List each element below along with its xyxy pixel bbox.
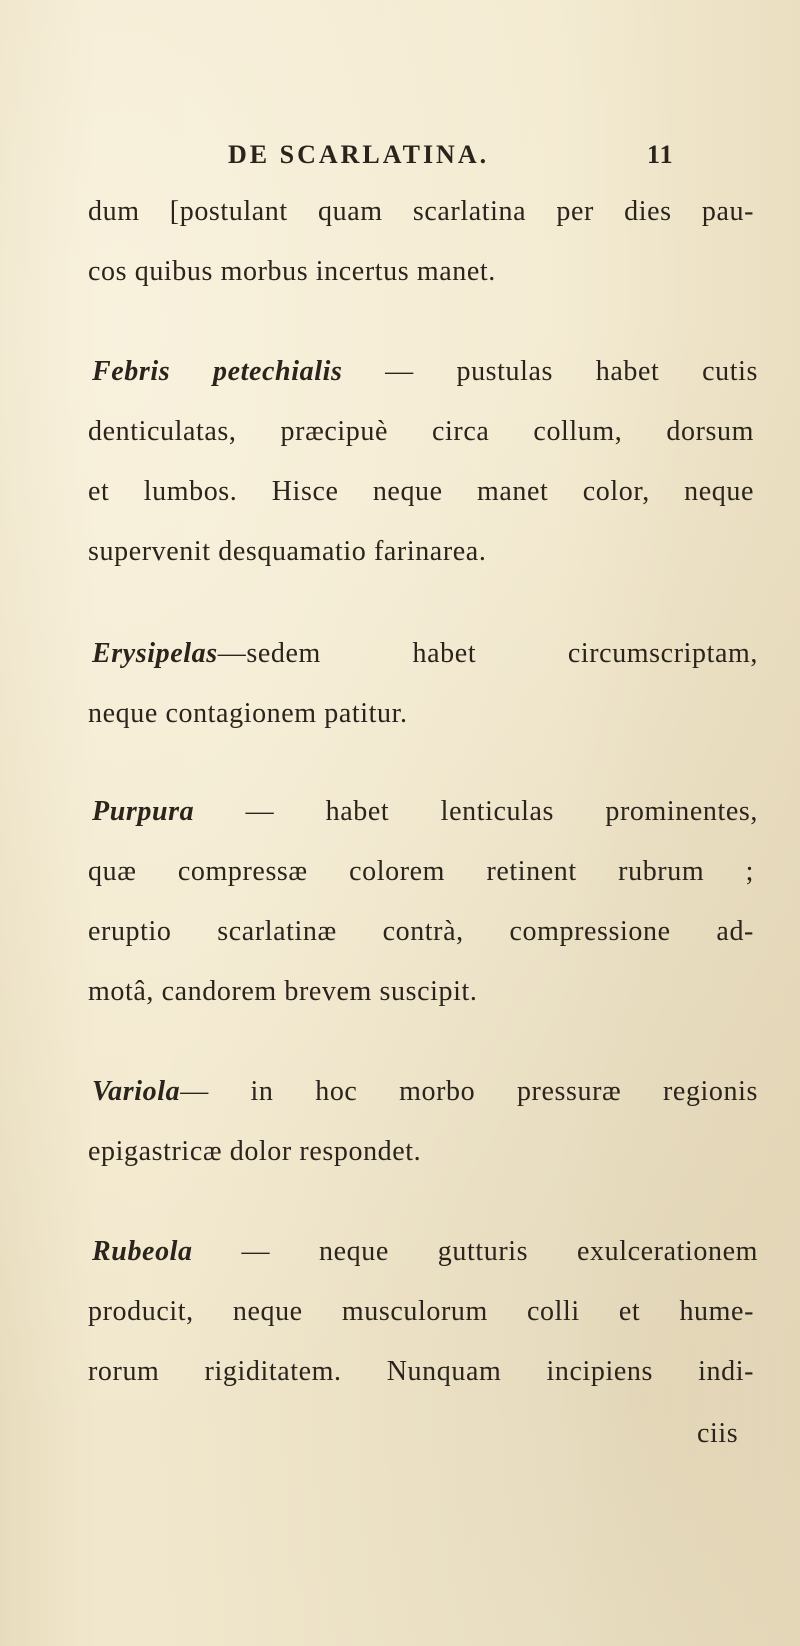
catchword: ciis [697,1418,739,1449]
text-line [92,638,758,670]
text-line [92,1236,758,1268]
entry-text: — habet lenticulas prominentes, [194,796,758,827]
text-line: cos quibus morbus incertus manet. [88,256,496,287]
entry-term: Purpura [92,796,195,827]
entry-text: — pustulas habet cutis [342,356,758,387]
text-line [92,1076,758,1108]
entry-term: Rubeola [92,1236,193,1267]
text-line [92,356,758,388]
text-line: quæ compressæ colorem retinent rubrum ; [88,856,754,887]
entry-text: — in hoc morbo pressuræ regionis [180,1076,758,1107]
text-line: eruptio scarlatinæ contrà, compressione ad- [88,916,754,947]
text-line: dum [postulant quam scarlatina per dies pau- [88,196,754,227]
text-line [92,796,758,828]
text-line: epigastricæ dolor respondet. [88,1136,422,1167]
entry-term: Febris petechialis [92,356,343,387]
page-number: 11 [647,140,674,169]
text-line: denticulatas, præcipuè circa collum, dorsum [88,416,754,447]
entry-text: —sedem habet circumscriptam, [217,638,758,669]
text-line: motâ, candorem brevem suscipit. [88,976,478,1007]
text-line: producit, neque musculorum colli et hume- [88,1296,754,1327]
text-line: supervenit desquamatio farinarea. [88,536,487,567]
text-line: et lumbos. Hisce neque manet color, neque [88,476,754,507]
text-line: neque contagionem patitur. [88,698,408,729]
entry-term: Variola [92,1076,181,1107]
entry-text: — neque gutturis exulcerationem [192,1236,758,1267]
entry-term: Erysipelas [92,638,218,669]
running-title: DE SCARLATINA. [228,140,490,169]
text-line: rorum rigiditatem. Nunquam incipiens indi- [88,1356,754,1387]
